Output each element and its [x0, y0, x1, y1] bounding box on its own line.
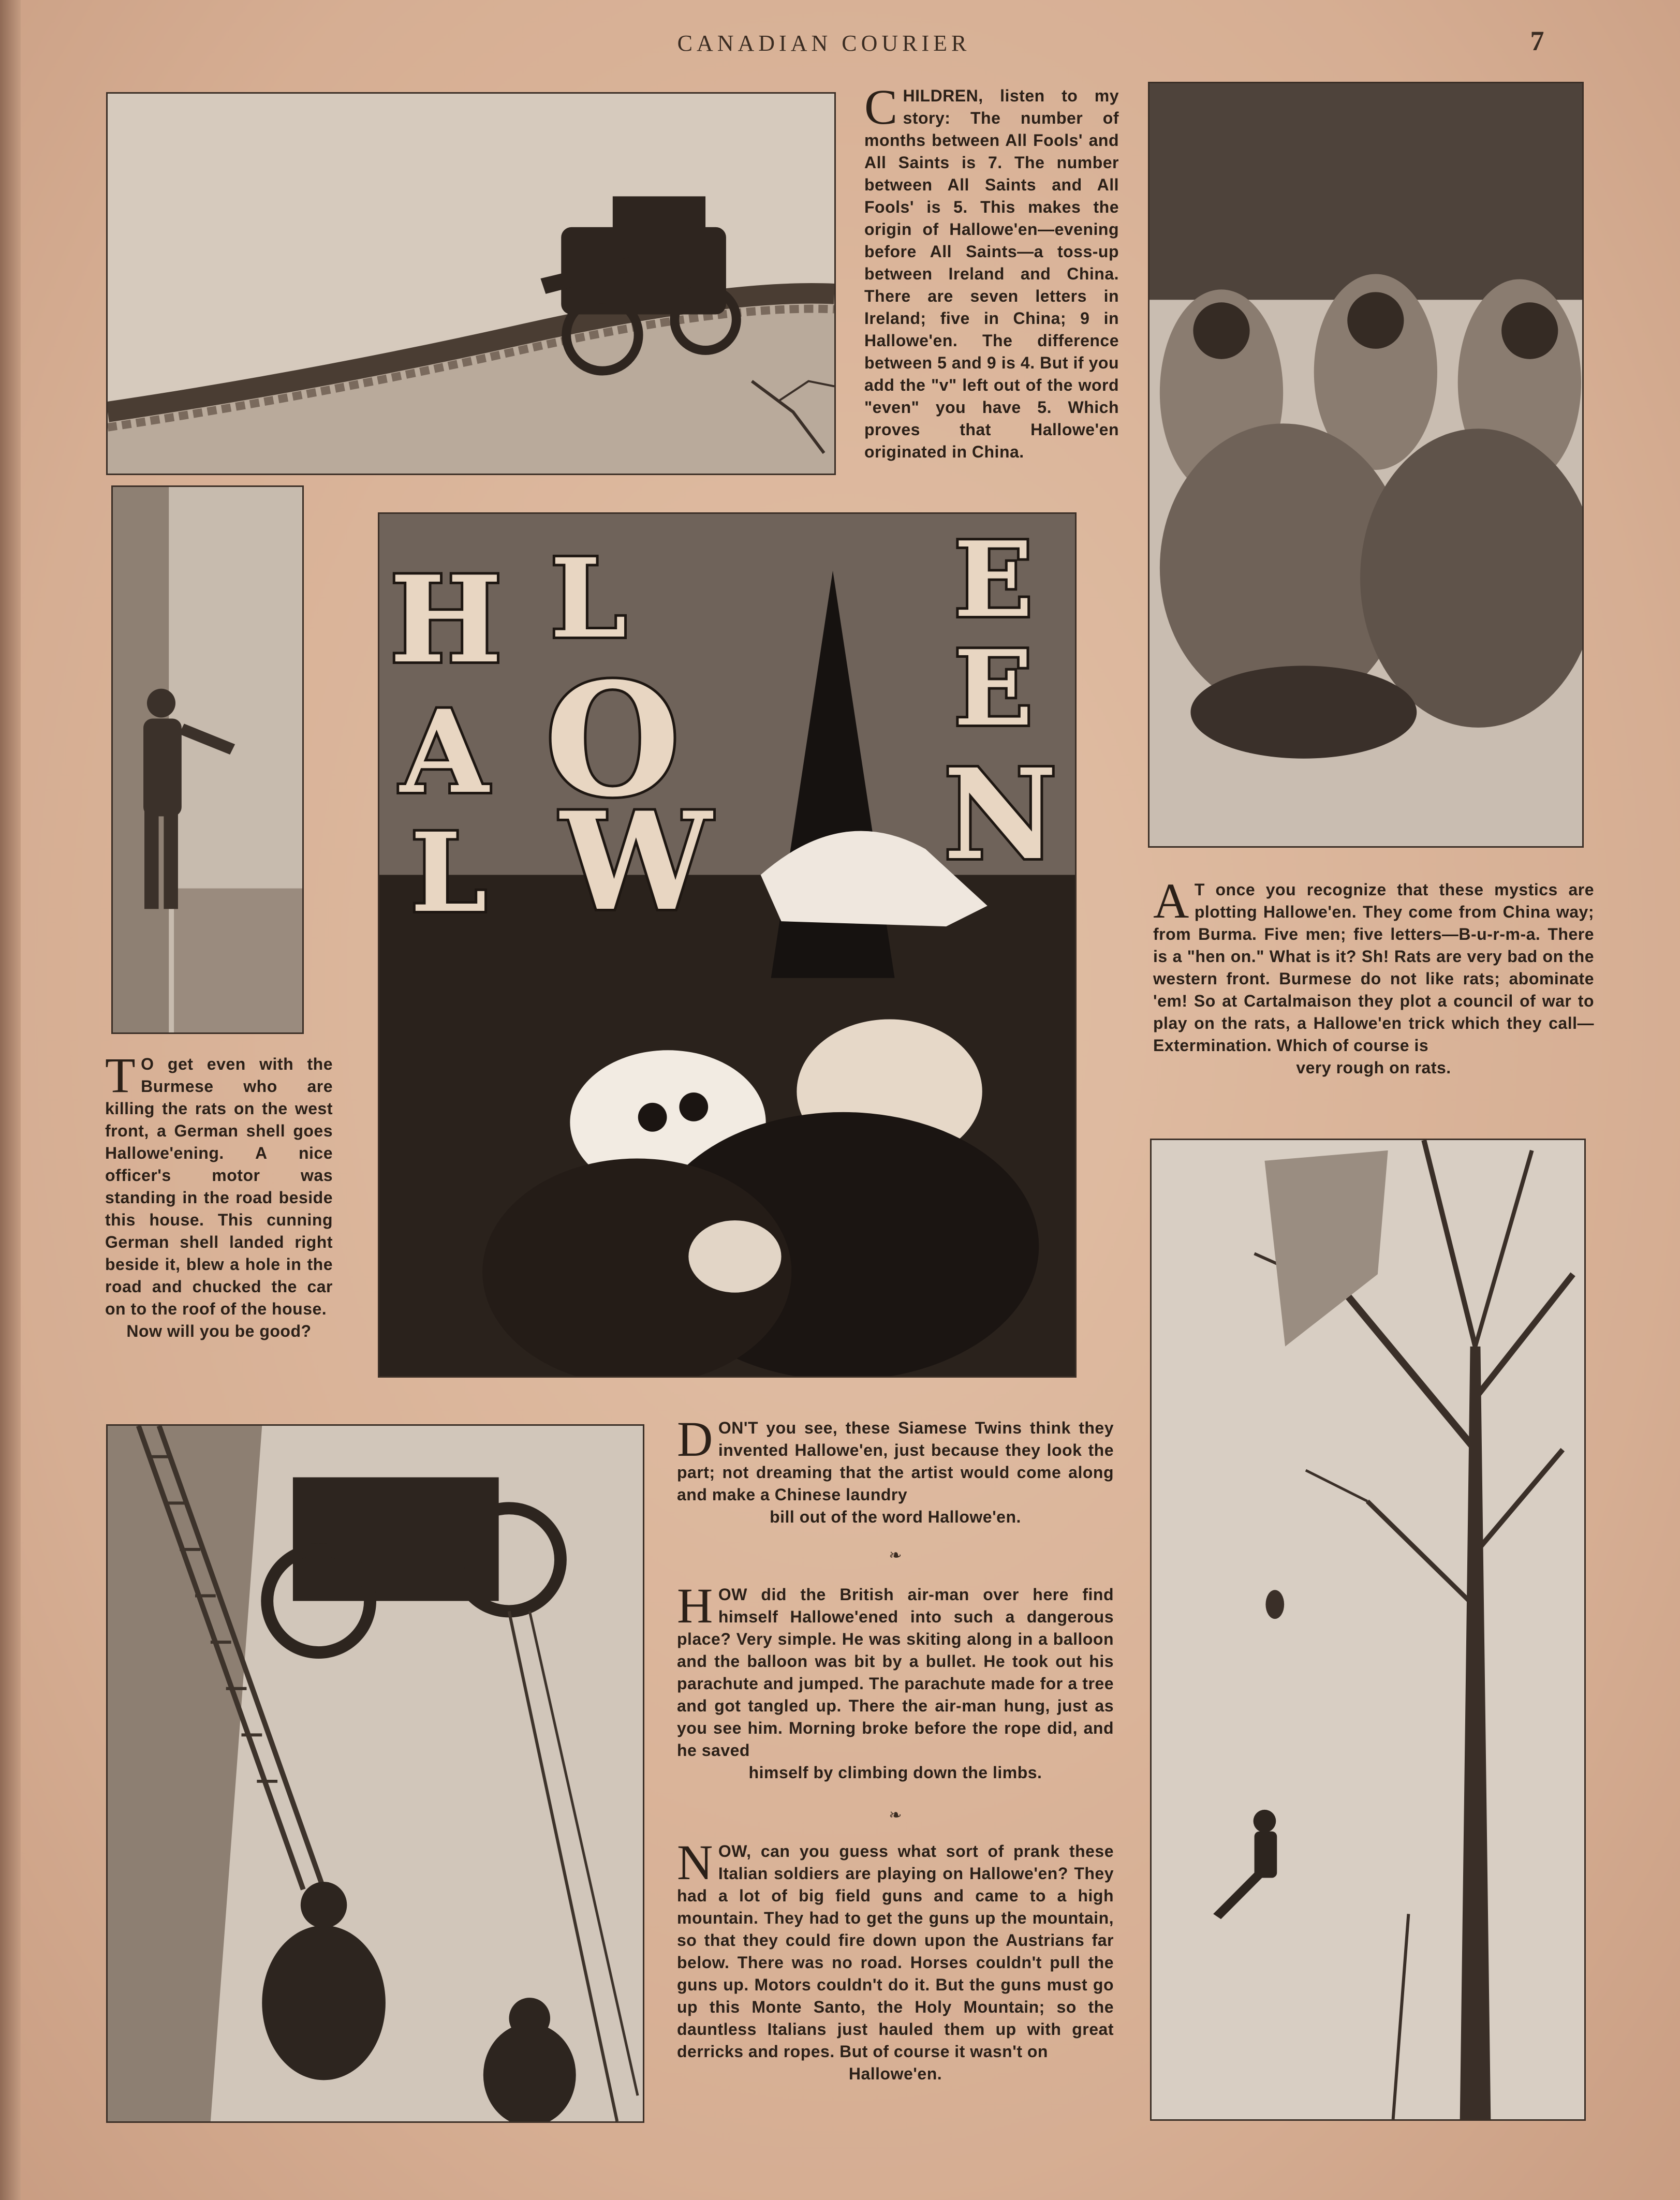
photo-soldier	[111, 485, 304, 1034]
drop-cap: A	[1153, 873, 1189, 928]
ornament-2: ❧	[889, 1807, 902, 1824]
story-german-shell	[105, 1047, 333, 1342]
story-children-body: HILDREN, listen to my story: The number of months between All Fools' and All Saints is 7. The number between All Saints and All Fools' is 5. This makes the origin of Hallowe'en—evening before All Saints—a toss-up between Ireland and China. There are seven letters in Ireland; five in China; 9 in Hallowe'en. The difference between 5 and 9 is 4. But if you add the "v" left out of the word "even" you have 5. Which proves that Hallowe'en originated in China.	[864, 86, 1119, 461]
story-siamese-twins-body: ON'T you see, these Siamese Twins think they invented Hallowe'en, just because they look the part; not dreaming that the artist would come along and make a Chinese laundry	[677, 1419, 1114, 1504]
title-letter-e-1: E	[954, 519, 1033, 641]
ornament-1: ❧	[889, 1547, 902, 1564]
story-mystics	[1153, 873, 1594, 1079]
story-british-airman-last: himself by climbing down the limbs.	[748, 1763, 1042, 1782]
story-british-airman-body: OW did the British air-man over here find himself Hallowe'ened into such a dangerous place? Very simple. He was skiting along in a balloon and the balloon was bit by a bullet. He took out his parachute and jumped. The parachute made for a tree and got tangled up. There the air-man hung, just as you see him. Morning broke before the rope did, and he saved	[677, 1585, 1114, 1760]
title-letter-l-1: L	[550, 535, 627, 662]
photo-hallowe-en-costumes	[378, 512, 1077, 1378]
photo-italian-gun-hauling	[106, 1424, 644, 2123]
story-german-shell-body: O get even with the Burmese who are killing the rats on the west front, a German shell goes Hallowe'ening. A nice officer's motor was standing in the road beside this house. This cunning German shell landed right beside it, blew a hole in the road and chucked the car on to the roof of the house.	[105, 1055, 333, 1318]
photo-car-on-roof	[106, 92, 836, 475]
page-number: 7	[1530, 25, 1544, 56]
title-letter-h: H	[390, 550, 503, 690]
story-italian-soldiers	[677, 1835, 1114, 2085]
title-letter-o: O	[545, 648, 681, 831]
drop-cap: C	[864, 79, 898, 135]
story-siamese-twins-last: bill out of the word Hallowe'en.	[770, 1508, 1021, 1526]
drop-cap: T	[105, 1047, 136, 1103]
story-mystics-body: T once you recognize that these mystics are plotting Hallowe'en. They come from China way; from Burma. Five men; five letters—B-u-r-m-a. There is a "hen on." What is it? Sh! Rats are very bad on the western front. Burmese do not like rats; abominate 'em! So at Cartalmaison they plot a council of war to play on the rats, a Hallowe'en trick which they call—Extermination. Which of course is	[1153, 880, 1594, 1055]
drop-cap: D	[677, 1411, 713, 1467]
photo-burmese-mystics	[1148, 82, 1584, 848]
binding-gutter	[0, 0, 21, 2200]
story-mystics-last: very rough on rats.	[1296, 1058, 1451, 1077]
drop-cap: N	[677, 1835, 713, 1890]
story-children	[864, 79, 1119, 463]
photo-airman-in-tree	[1150, 1139, 1586, 2121]
title-letter-w: W	[561, 783, 712, 941]
story-italian-soldiers-last: Hallowe'en.	[848, 2064, 942, 2083]
publication-header: CANADIAN COURIER	[677, 31, 971, 56]
story-italian-soldiers-body: OW, can you guess what sort of prank these Italian soldiers are playing on Hallowe'en? They had a lot of big field guns and came to a high mountain. They had to get the guns up the mountain, so that they could fire down upon the Austrians far below. There was no road. Horses couldn't pull the guns up. Motors couldn't do it. But the guns must go up this Monte Santo, the Holy Mountain; so the dauntless Italians just hauled them up with great derricks and ropes. But of course it wasn't on	[677, 1842, 1114, 2061]
title-letter-n: N	[944, 742, 1057, 888]
story-siamese-twins	[677, 1411, 1114, 1528]
title-letter-e-2: E	[954, 628, 1033, 749]
title-letter-a: A	[400, 685, 489, 819]
title-letter-l-2: L	[410, 809, 487, 937]
story-british-airman	[677, 1578, 1114, 1784]
drop-cap: H	[677, 1578, 713, 1633]
story-german-shell-last: Now will you be good?	[126, 1322, 312, 1340]
